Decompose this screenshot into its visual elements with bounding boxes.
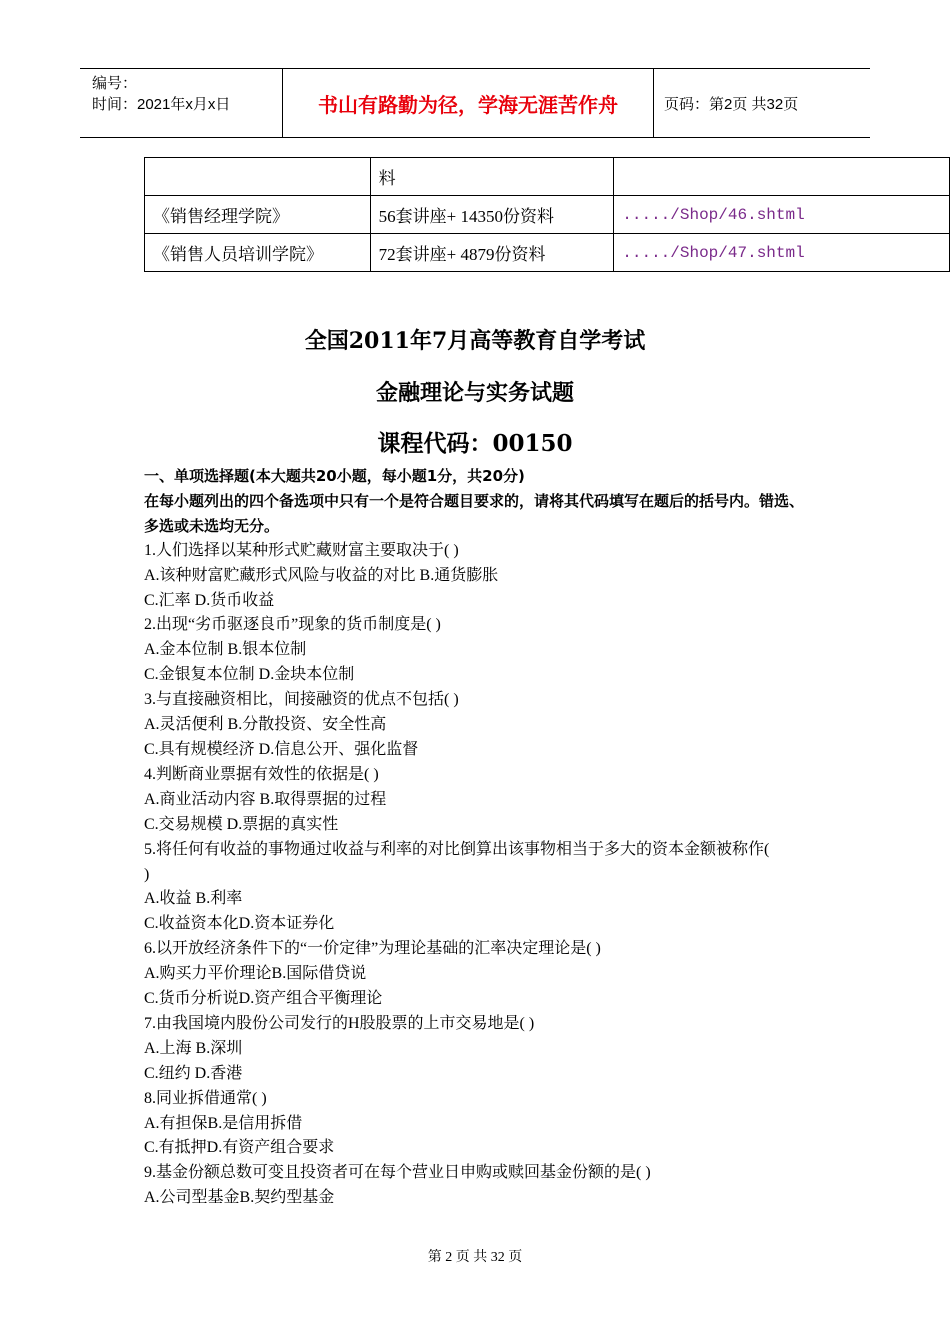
question-line: C.纽约 D.香港 [144,1064,243,1082]
subject-title: 金融理论与实务试题 [375,380,574,406]
question-line: 4.判断商业票据有效性的依据是( ) [144,765,379,783]
table-row [145,196,950,234]
course-code: 课程代码：00150 [377,430,573,457]
question-line: A.该种财富贮藏形式风险与收益的对比 B.通货膨胀 [144,566,499,584]
shop-link[interactable]: ...../Shop/46.shtml [614,196,950,234]
question-line: 3.与直接融资相比，间接融资的优点不包括( ) [144,691,459,709]
question-body [144,464,814,1211]
question-line: 5.将任何有收益的事物通过收益与利率的对比倒算出该事物相当于多大的资本金额被称作( [144,840,770,858]
question-line: 1.人们选择以某种形式贮藏财富主要取决于( ) [144,541,459,559]
table-row [145,234,950,272]
header-page-info: 页码：第2页 共32页 [664,95,799,113]
resource-table [144,157,950,272]
question-line: 6.以开放经济条件下的“一价定律”为理论基础的汇率决定理论是( ) [144,940,601,958]
question-line: C.金银复本位制 D.金块本位制 [144,666,355,684]
page-footer: 第 2 页 共 32 页 [427,1250,523,1265]
question-line: A.购买力平价理论B.国际借贷说 [144,965,367,983]
header-slogan: 书山有路勤为径，学海无涯苦作舟 [282,69,654,137]
question-line: A.公司型基金B.契约型基金 [144,1189,335,1207]
question-line: 2.出现“劣币驱逐良币”现象的货币制度是( ) [144,616,441,634]
question-line: A.灵活便利 B.分散投资、安全性高 [144,716,387,734]
question-line: C.有抵押D.有资产组合要求 [144,1139,335,1157]
table-cell: 料 [370,158,614,196]
header-meta [80,69,282,137]
question-line: A.上海 B.深圳 [144,1039,243,1057]
question-line: A.金本位制 B.银本位制 [144,641,307,659]
question-line: C.具有规模经济 D.信息公开、强化监督 [144,740,419,758]
shop-link [614,158,950,196]
table-cell: 《销售经理学院》 [145,196,371,234]
section-heading: 一、单项选择题(本大题共20小题，每小题1分，共20分) [144,467,525,485]
question-line: 7.由我国境内股份公司发行的H股股票的上市交易地是( ) [144,1014,535,1032]
question-line: C.收益资本化D.资本证券化 [144,915,335,933]
question-list [144,539,814,1211]
table-cell: 72套讲座+ 4879份资料 [370,234,614,272]
question-line: 9.基金份额总数可变且投资者可在每个营业日申购或赎回基金份额的是( ) [144,1164,651,1182]
question-line: C.汇率 D.货币收益 [144,591,275,609]
question-line: C.货币分析说D.资产组合平衡理论 [144,990,383,1008]
exam-title: 全国2011年7月高等教育自学考试 [304,328,646,354]
section-instruction: 在每小题列出的四个备选项中只有一个是符合题目要求的，请将其代码填写在题后的括号内。错选、多选或未选均无分。 [144,491,805,535]
question-line: A.有担保B.是信用拆借 [144,1114,303,1132]
question-line: ) [144,865,150,883]
table-cell [145,158,371,196]
question-line: 8.同业拆借通常( ) [144,1089,267,1107]
table-cell: 《销售人员培训学院》 [145,234,371,272]
question-line: A.收益 B.利率 [144,890,243,908]
question-line: C.交易规模 D.票据的真实性 [144,815,339,833]
shop-link[interactable]: ...../Shop/47.shtml [614,234,950,272]
serial-label: 编号： [92,75,138,92]
question-line: A.商业活动内容 B.取得票据的过程 [144,790,387,808]
page-header [80,68,870,138]
table-row [145,158,950,196]
table-cell: 56套讲座+ 14350份资料 [370,196,614,234]
time-label: 时间：2021年x月x日 [92,96,231,113]
